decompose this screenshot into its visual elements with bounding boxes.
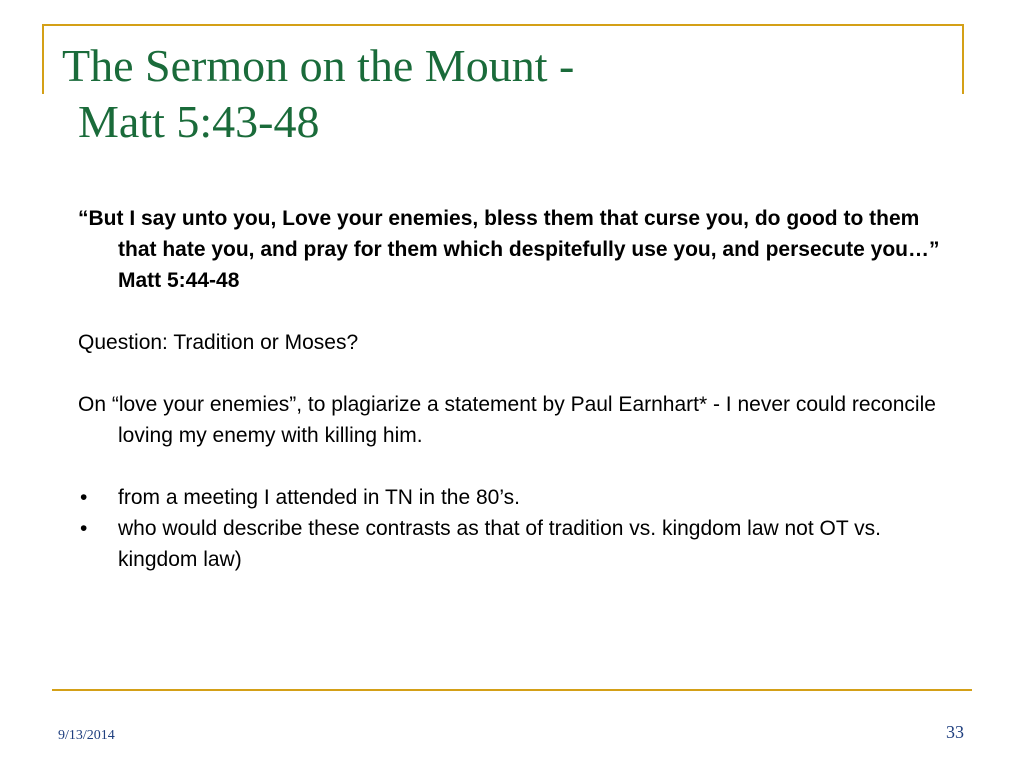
statement-text: On “love your enemies”, to plagiarize a statement by Paul Earnhart* - I never could reconcile loving my enemy with killing him. <box>78 393 936 447</box>
bullet-icon: • <box>80 517 88 540</box>
scripture-quote: “But I say unto you, Love your enemies, bless them that curse you, do good to them that hate you, and pray for them which despitefully use you, and persecute you…” Matt 5:44-48 <box>78 207 940 292</box>
question-text: Question: Tradition or Moses? <box>78 331 359 354</box>
bullet-text: from a meeting I attended in TN in the 80’s. <box>118 486 520 509</box>
title-frame-right <box>962 24 964 94</box>
slide-number: 33 <box>946 722 964 742</box>
slide-title-line-1: The Sermon on the Mount - <box>62 40 575 91</box>
title-frame-left <box>42 24 44 94</box>
bullet-item <box>78 482 948 513</box>
footer-divider <box>52 689 972 691</box>
title-frame-top <box>42 24 964 26</box>
bullet-icon: • <box>80 486 88 509</box>
paragraph-spacer <box>78 451 948 482</box>
paragraph-spacer <box>78 358 948 389</box>
footer-date: 9/13/2014 <box>58 728 115 743</box>
slide-title-line-2: Matt 5:43-48 <box>78 96 320 147</box>
bullet-text: who would describe these contrasts as that of tradition vs. kingdom law not OT vs. kingdom law) <box>118 517 881 571</box>
footnote-bullets <box>78 482 948 575</box>
slide-body <box>78 203 948 575</box>
paragraph-spacer <box>78 296 948 327</box>
bullet-item <box>78 513 948 575</box>
slide-title <box>62 38 962 150</box>
